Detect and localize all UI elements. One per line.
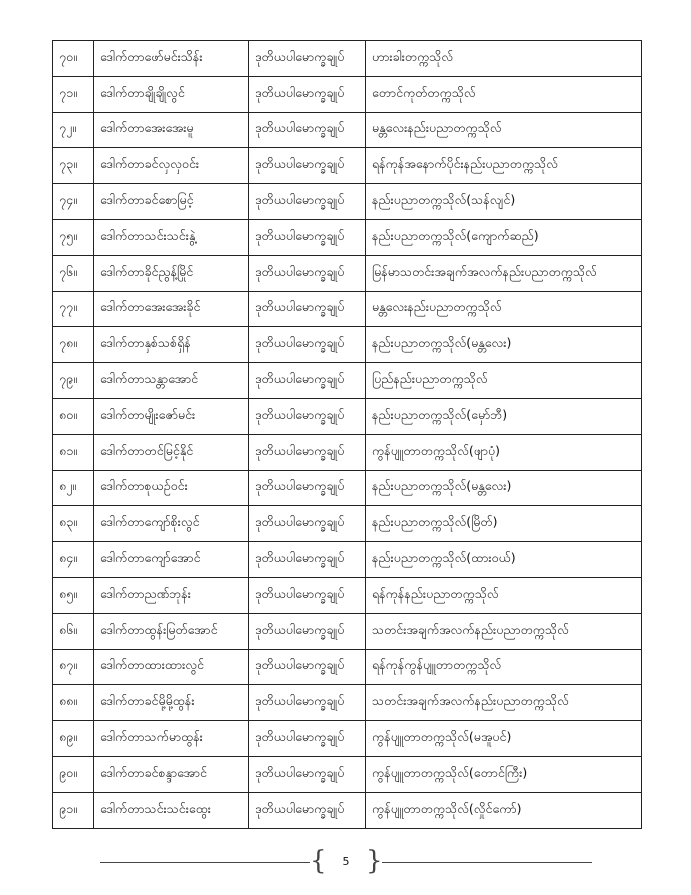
academic-rank: ဒုတိယပါမောက္ခချုပ် <box>249 219 366 255</box>
table-row <box>53 506 642 542</box>
row-number: ၇၈။ <box>53 327 94 363</box>
row-number: ၇၄။ <box>53 184 94 220</box>
institution-name: နည်းပညာတက္ကသိုလ်(ကျောက်ဆည်) <box>366 219 642 255</box>
table-row <box>53 470 642 506</box>
row-number: ၈၆။ <box>53 613 94 649</box>
institution-name: ကွန်ပျူတာတက္ကသိုလ်(လှိုင်ကော်) <box>366 792 642 828</box>
academic-rank: ဒုတိယပါမောက္ခချုပ် <box>249 721 366 757</box>
person-name: ဒေါက်တာခင်လှလှဝင်း <box>94 148 249 184</box>
table-row <box>53 613 642 649</box>
person-name: ဒေါက်တာသက်မာထွန်း <box>94 721 249 757</box>
person-name: ဒေါက်တာကျော်စိုးလွင် <box>94 506 249 542</box>
academic-rank: ဒုတိယပါမောက္ခချုပ် <box>249 184 366 220</box>
person-name: ဒေါက်တာဖော်မင်းသိန်း <box>94 41 249 77</box>
academic-rank: ဒုတိယပါမောက္ခချုပ် <box>249 434 366 470</box>
table-row <box>53 255 642 291</box>
institution-name: နည်းပညာတက္ကသိုလ်(မန္တလေး) <box>366 470 642 506</box>
table-row <box>53 542 642 578</box>
person-name: ဒေါက်တာချိုချိုလွင် <box>94 76 249 112</box>
person-name: ဒေါက်တာညဏ်ဘုန်း <box>94 577 249 613</box>
person-name: ဒေါက်တာသန္တာအောင် <box>94 363 249 399</box>
institution-name: ရန်ကုန်နည်းပညာတက္ကသိုလ် <box>366 577 642 613</box>
footer-rule-right <box>382 862 592 863</box>
institution-name: ကွန်ပျူတာတက္ကသိုလ်(တောင်ကြီး) <box>366 756 642 792</box>
row-number: ၇၂။ <box>53 112 94 148</box>
person-name: ဒေါက်တာအေးအေးမူ <box>94 112 249 148</box>
academic-rank: ဒုတိယပါမောက္ခချုပ် <box>249 112 366 148</box>
academic-rank: ဒုတိယပါမောက္ခချုပ် <box>249 327 366 363</box>
institution-name: နည်းပညာတက္ကသိုလ်(မှော်ဘီ) <box>366 398 642 434</box>
person-name: ဒေါက်တာခိုင်ညွန့်မြိုင် <box>94 255 249 291</box>
person-name: ဒေါက်တာခင်စန္ဒာအောင် <box>94 756 249 792</box>
footer-rule-left <box>100 862 310 863</box>
institution-name: နည်းပညာတက္ကသိုလ်(မြိတ်) <box>366 506 642 542</box>
row-number: ၈၇။ <box>53 649 94 685</box>
academic-rank: ဒုတိယပါမောက္ခချုပ် <box>249 542 366 578</box>
staff-table <box>52 40 642 829</box>
institution-name: မန္တလေးနည်းပညာတက္ကသိုလ် <box>366 291 642 327</box>
table-row <box>53 219 642 255</box>
table-row <box>53 721 642 757</box>
table-row <box>53 112 642 148</box>
row-number: ၈၄။ <box>53 542 94 578</box>
table-row <box>53 184 642 220</box>
person-name: ဒေါက်တာအေးအေးခိုင် <box>94 291 249 327</box>
academic-rank: ဒုတိယပါမောက္ခချုပ် <box>249 148 366 184</box>
institution-name: ကွန်ပျူတာတက္ကသိုလ်(ဖျာပုံ) <box>366 434 642 470</box>
table-row <box>53 756 642 792</box>
person-name: ဒေါက်တာသင်းသင်းထွေး <box>94 792 249 828</box>
person-name: ဒေါက်တာမျိုးဇော်မင်း <box>94 398 249 434</box>
row-number: ၈၁။ <box>53 434 94 470</box>
table-row <box>53 685 642 721</box>
row-number: ၇၁။ <box>53 76 94 112</box>
academic-rank: ဒုတိယပါမောက္ခချုပ် <box>249 756 366 792</box>
institution-name: မြန်မာသတင်းအချက်အလက်နည်းပညာတက္ကသိုလ် <box>366 255 642 291</box>
person-name: ဒေါက်တာကျော်အောင် <box>94 542 249 578</box>
academic-rank: ဒုတိယပါမောက္ခချုပ် <box>249 398 366 434</box>
table-row <box>53 398 642 434</box>
footer-brace-close: } <box>366 846 383 876</box>
page-number: 5 <box>342 855 350 868</box>
academic-rank: ဒုတိယပါမောက္ခချုပ် <box>249 291 366 327</box>
academic-rank: ဒုတိယပါမောက္ခချုပ် <box>249 685 366 721</box>
institution-name: မန္တလေးနည်းပညာတက္ကသိုလ် <box>366 112 642 148</box>
institution-name: ပြည်နည်းပညာတက္ကသိုလ် <box>366 363 642 399</box>
table-row <box>53 148 642 184</box>
row-number: ၈၉။ <box>53 721 94 757</box>
row-number: ၈၀။ <box>53 398 94 434</box>
institution-name: နည်းပညာတက္ကသိုလ်(သန်လျင်) <box>366 184 642 220</box>
person-name: ဒေါက်တာခင်စောမြင့် <box>94 184 249 220</box>
person-name: ဒေါက်တာထွန်းမြတ်အောင် <box>94 613 249 649</box>
row-number: ၇၉။ <box>53 363 94 399</box>
table-row <box>53 41 642 77</box>
academic-rank: ဒုတိယပါမောက္ခချုပ် <box>249 506 366 542</box>
academic-rank: ဒုတိယပါမောက္ခချုပ် <box>249 255 366 291</box>
institution-name: သတင်းအချက်အလက်နည်းပညာတက္ကသိုလ် <box>366 685 642 721</box>
academic-rank: ဒုတိယပါမောက္ခချုပ် <box>249 363 366 399</box>
institution-name: ရန်ကုန်ကွန်ပျူတာတက္ကသိုလ် <box>366 649 642 685</box>
table-row <box>53 76 642 112</box>
academic-rank: ဒုတိယပါမောက္ခချုပ် <box>249 76 366 112</box>
footer-brace-open: { <box>310 846 327 876</box>
institution-name: ရန်ကုန်အနောက်ပိုင်းနည်းပညာတက္ကသိုလ် <box>366 148 642 184</box>
table-row <box>53 327 642 363</box>
academic-rank: ဒုတိယပါမောက္ခချုပ် <box>249 41 366 77</box>
row-number: ၇၆။ <box>53 255 94 291</box>
person-name: ဒေါက်တာသင်းသင်းနွဲ့ <box>94 219 249 255</box>
institution-name: တောင်ကုတ်တက္ကသိုလ် <box>366 76 642 112</box>
row-number: ၈၅။ <box>53 577 94 613</box>
person-name: ဒေါက်တာထားထားလွင် <box>94 649 249 685</box>
table-row <box>53 792 642 828</box>
institution-name: နည်းပညာတက္ကသိုလ်(မန္တလေး) <box>366 327 642 363</box>
person-name: ဒေါက်တာတင်မြင့်နိုင် <box>94 434 249 470</box>
table-row <box>53 363 642 399</box>
row-number: ၇၅။ <box>53 219 94 255</box>
table-row <box>53 649 642 685</box>
table-row <box>53 291 642 327</box>
row-number: ၈၈။ <box>53 685 94 721</box>
academic-rank: ဒုတိယပါမောက္ခချုပ် <box>249 613 366 649</box>
academic-rank: ဒုတိယပါမောက္ခချုပ် <box>249 792 366 828</box>
institution-name: သတင်းအချက်အလက်နည်းပညာတက္ကသိုလ် <box>366 613 642 649</box>
staff-table-body <box>53 41 642 829</box>
institution-name: ဟားခါးတက္ကသိုလ် <box>366 41 642 77</box>
institution-name: ကွန်ပျူတာတက္ကသိုလ်(မအူပင်) <box>366 721 642 757</box>
row-number: ၈၂။ <box>53 470 94 506</box>
row-number: ၇၇။ <box>53 291 94 327</box>
row-number: ၉၀။ <box>53 756 94 792</box>
person-name: ဒေါက်တာစုယဉ်ဝင်း <box>94 470 249 506</box>
row-number: ၇၀။ <box>53 41 94 77</box>
institution-name: နည်းပညာတက္ကသိုလ်(ထားဝယ်) <box>366 542 642 578</box>
table-row <box>53 434 642 470</box>
row-number: ၉၁။ <box>53 792 94 828</box>
academic-rank: ဒုတိယပါမောက္ခချုပ် <box>249 577 366 613</box>
academic-rank: ဒုတိယပါမောက္ခချုပ် <box>249 649 366 685</box>
academic-rank: ဒုတိယပါမောက္ခချုပ် <box>249 470 366 506</box>
table-row <box>53 577 642 613</box>
page-footer <box>100 848 592 878</box>
person-name: ဒေါက်တာခင်မို့မို့ထွန်း <box>94 685 249 721</box>
person-name: ဒေါက်တာနှစ်သစ်ရှိန် <box>94 327 249 363</box>
row-number: ၇၃။ <box>53 148 94 184</box>
row-number: ၈၃။ <box>53 506 94 542</box>
